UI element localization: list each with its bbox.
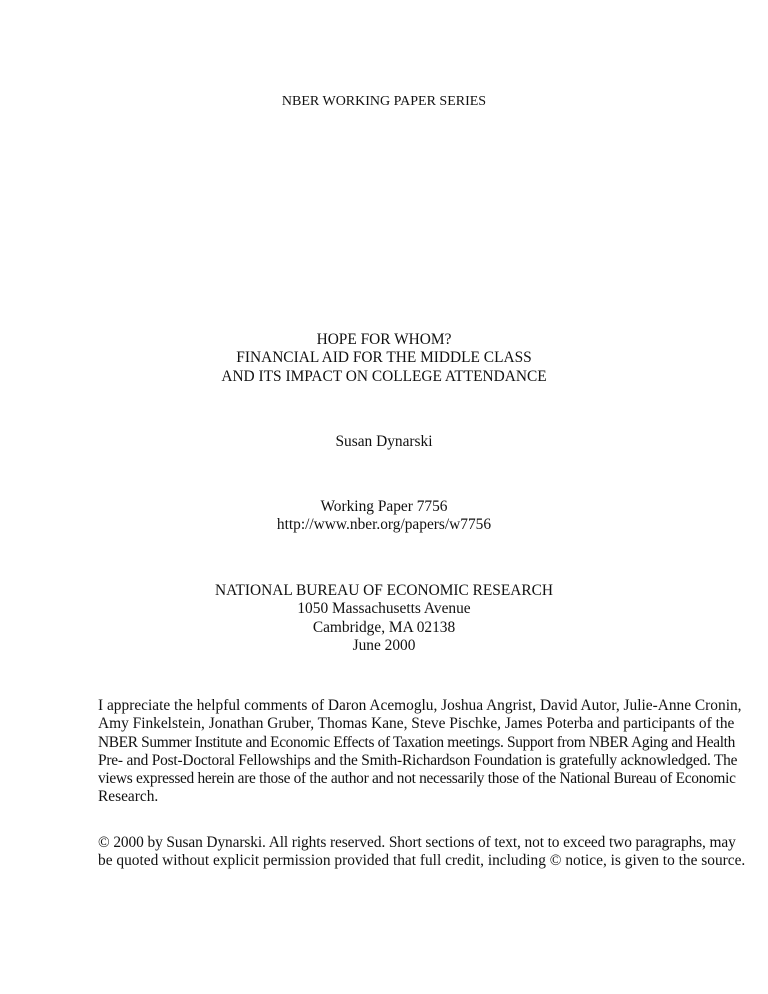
paper-title <box>0 331 768 386</box>
ack-line: views expressed herein are those of the author and not necessarily those of the National Bureau of Economic <box>98 770 736 788</box>
ack-line: NBER Summer Institute and Economic Effects of Taxation meetings. Support from NBER Aging and Health <box>98 733 735 751</box>
ack-line: I appreciate the helpful comments of Daron Acemoglu, Joshua Angrist, David Autor, Julie-Anne Cronin, <box>98 697 742 714</box>
working-paper-number: Working Paper 7756 <box>320 498 448 515</box>
publication-date: June 2000 <box>352 636 416 654</box>
title-line: FINANCIAL AID FOR THE MIDDLE CLASS <box>236 349 532 367</box>
institution-city: Cambridge, MA 02138 <box>312 618 456 636</box>
acknowledgments-paragraph <box>98 697 742 807</box>
institution-street: 1050 Massachusetts Avenue <box>297 600 471 618</box>
copyright-line: © 2000 by Susan Dynarski. All rights reserved. Short sections of text, not to exceed two paragraphs, may <box>98 834 736 851</box>
copyright-line: be quoted without explicit permission provided that full credit, including © notice, is given to the source. <box>98 852 746 870</box>
author-name: Susan Dynarski <box>335 433 433 450</box>
title-line: HOPE FOR WHOM? <box>316 331 452 348</box>
working-paper-info <box>0 498 768 535</box>
institution-name: NATIONAL BUREAU OF ECONOMIC RESEARCH <box>214 582 554 599</box>
ack-line: Pre- and Post-Doctoral Fellowships and the Smith-Richardson Foundation is gratefully acknowledged. The <box>98 751 738 769</box>
copyright-paragraph <box>98 834 746 871</box>
ack-line: Research. <box>98 788 159 806</box>
ack-line: Amy Finkelstein, Jonathan Gruber, Thomas Kane, Steve Pischke, James Poterba and participants of the <box>98 715 735 733</box>
series-text: NBER WORKING PAPER SERIES <box>281 94 487 109</box>
series-label <box>0 93 768 111</box>
paper-url[interactable]: http://www.nber.org/papers/w7756 <box>276 516 492 534</box>
institution-block <box>0 582 768 655</box>
author <box>0 433 768 451</box>
title-line: AND ITS IMPACT ON COLLEGE ATTENDANCE <box>221 367 547 385</box>
